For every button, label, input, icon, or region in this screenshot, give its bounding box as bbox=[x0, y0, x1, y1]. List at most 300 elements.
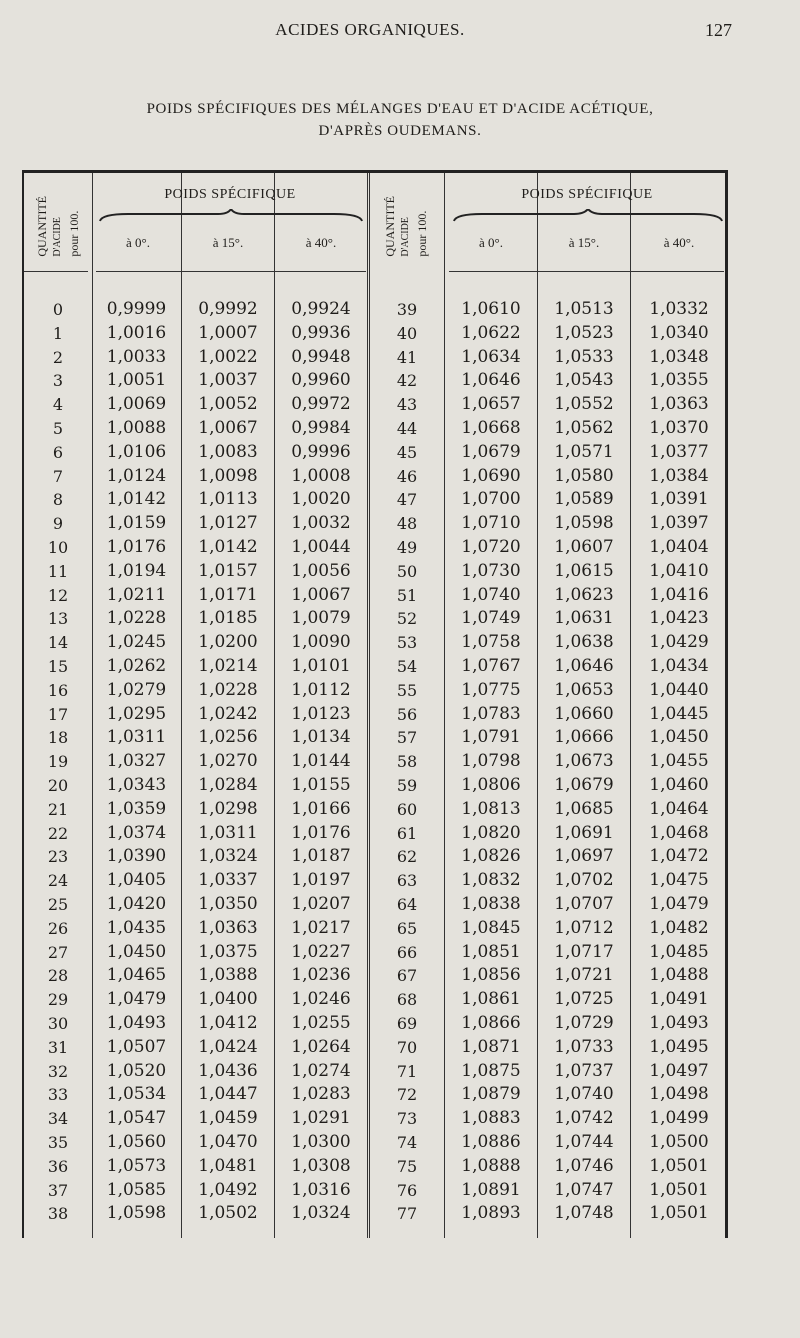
density-15deg-cell: 1,0513 bbox=[554, 299, 614, 319]
density-40deg-cell: 1,0340 bbox=[649, 322, 709, 343]
density-0deg-cell: 1,0851 bbox=[461, 941, 521, 962]
quantity-cell: 20 bbox=[47, 776, 69, 795]
density-40deg-cell: 1,0291 bbox=[291, 1108, 351, 1129]
density-15deg-cell: 1,0589 bbox=[554, 489, 614, 510]
page-number: 127 bbox=[705, 20, 732, 40]
density-15deg-cell: 1,0400 bbox=[198, 989, 258, 1010]
density-40deg-cell: 1,0397 bbox=[649, 513, 709, 534]
density-40deg-cell: 1,0500 bbox=[649, 1132, 709, 1152]
density-15deg-cell: 1,0470 bbox=[198, 1132, 258, 1152]
density-15deg-cell: 1,0481 bbox=[198, 1155, 258, 1176]
density-0deg-cell: 1,0758 bbox=[461, 632, 521, 653]
density-0deg-cell: 1,0176 bbox=[106, 537, 167, 557]
density-0deg-cell: 1,0520 bbox=[106, 1060, 167, 1081]
density-0deg-cell: 1,0798 bbox=[461, 751, 521, 772]
density-40deg-cell: 1,0274 bbox=[291, 1060, 351, 1081]
quantity-cell: 22 bbox=[47, 823, 69, 843]
quantity-cell: 36 bbox=[47, 1156, 69, 1176]
density-40deg-cell: 1,0491 bbox=[649, 989, 709, 1010]
density-0deg-cell: 1,0832 bbox=[461, 870, 521, 891]
density-15deg-cell: 1,0214 bbox=[198, 656, 258, 676]
density-0deg-cell: 1,0826 bbox=[461, 846, 521, 867]
density-15deg-cell: 1,0284 bbox=[198, 775, 258, 795]
density-40deg-cell: 1,0501 bbox=[649, 1155, 709, 1176]
quantity-cell: 35 bbox=[47, 1133, 69, 1152]
quantity-cell: 44 bbox=[396, 419, 418, 438]
quantity-cell: 14 bbox=[47, 633, 69, 653]
density-15deg-cell: 1,0737 bbox=[554, 1060, 614, 1081]
quantity-header-line-1: QUANTITÉ bbox=[383, 195, 397, 257]
density-0deg-cell: 1,0405 bbox=[106, 870, 167, 891]
col-header-40deg-right: à 40°. bbox=[663, 235, 695, 250]
density-0deg-cell: 1,0479 bbox=[106, 989, 167, 1010]
quantity-cell: 70 bbox=[396, 1037, 418, 1057]
density-0deg-cell: 1,0534 bbox=[106, 1084, 167, 1105]
density-0deg-cell: 1,0560 bbox=[106, 1132, 167, 1152]
density-40deg-cell: 1,0067 bbox=[291, 584, 351, 605]
density-40deg-cell: 1,0044 bbox=[291, 537, 351, 557]
density-0deg-cell: 1,0159 bbox=[106, 513, 167, 534]
density-15deg-cell: 1,0598 bbox=[554, 513, 614, 534]
quantity-cell: 56 bbox=[396, 704, 418, 724]
density-40deg-cell: 1,0391 bbox=[649, 489, 709, 510]
density-0deg-cell: 1,0295 bbox=[106, 703, 167, 724]
density-40deg-cell: 0,9984 bbox=[291, 418, 351, 438]
density-0deg-cell: 1,0740 bbox=[461, 584, 521, 605]
density-15deg-cell: 1,0660 bbox=[554, 703, 614, 724]
density-15deg-cell: 1,0748 bbox=[554, 1203, 614, 1224]
quantity-cell: 77 bbox=[396, 1204, 418, 1224]
density-15deg-cell: 1,0523 bbox=[554, 322, 614, 343]
density-40deg-cell: 1,0479 bbox=[649, 894, 709, 914]
table-row-right bbox=[24, 893, 730, 917]
quantity-cell: 9 bbox=[52, 514, 64, 534]
density-0deg-cell: 1,0791 bbox=[461, 727, 521, 748]
quantity-cell: 38 bbox=[47, 1204, 69, 1224]
table-row-right bbox=[24, 631, 730, 655]
density-40deg-cell: 1,0008 bbox=[291, 465, 351, 486]
table-row-right bbox=[24, 917, 730, 941]
density-15deg-cell: 1,0424 bbox=[198, 1036, 258, 1057]
density-40deg-cell: 1,0176 bbox=[291, 822, 351, 843]
table-row-right bbox=[24, 346, 730, 370]
density-15deg-cell: 1,0679 bbox=[554, 775, 614, 795]
density-0deg-cell: 1,0245 bbox=[106, 632, 167, 653]
col-header-15deg-left: à 15°. bbox=[212, 235, 244, 250]
density-40deg-cell: 0,9948 bbox=[291, 346, 351, 367]
density-0deg-cell: 1,0710 bbox=[461, 513, 521, 534]
density-15deg-cell: 1,0098 bbox=[198, 465, 258, 486]
density-15deg-cell: 1,0580 bbox=[554, 465, 614, 486]
density-15deg-cell: 1,0747 bbox=[554, 1179, 614, 1200]
quantity-cell: 10 bbox=[47, 538, 69, 557]
density-15deg-cell: 1,0022 bbox=[198, 346, 258, 367]
quantity-cell: 60 bbox=[396, 799, 418, 819]
quantity-cell: 13 bbox=[47, 609, 69, 629]
quantity-cell: 73 bbox=[396, 1109, 418, 1129]
quantity-cell: 47 bbox=[396, 490, 418, 510]
table-row-right bbox=[24, 1107, 730, 1131]
quantity-cell: 28 bbox=[47, 966, 69, 986]
quantity-cell: 62 bbox=[396, 847, 418, 867]
density-0deg-cell: 1,0668 bbox=[461, 418, 521, 438]
col-header-0deg-left: à 0°. bbox=[126, 235, 150, 250]
table-row-right bbox=[24, 822, 730, 846]
density-0deg-cell: 1,0279 bbox=[106, 679, 167, 700]
quantity-header-line-3: pour 100. bbox=[67, 210, 81, 257]
quantity-cell: 19 bbox=[47, 752, 69, 772]
col-header-15deg-right: à 15°. bbox=[568, 235, 600, 250]
table-row-right bbox=[24, 869, 730, 893]
density-15deg-cell: 1,0702 bbox=[554, 870, 614, 891]
density-0deg-cell: 1,0390 bbox=[106, 846, 167, 867]
density-0deg-cell: 1,0679 bbox=[461, 441, 521, 462]
density-15deg-cell: 1,0744 bbox=[554, 1132, 614, 1152]
header-rule bbox=[449, 271, 724, 272]
density-40deg-cell: 1,0123 bbox=[291, 703, 351, 724]
running-head bbox=[0, 20, 800, 46]
density-40deg-cell: 1,0112 bbox=[291, 679, 351, 700]
density-0deg-cell: 1,0730 bbox=[461, 560, 521, 581]
density-40deg-cell: 1,0348 bbox=[649, 346, 709, 367]
density-40deg-cell: 1,0300 bbox=[291, 1132, 351, 1152]
table-row-right bbox=[24, 465, 730, 489]
density-15deg-cell: 1,0142 bbox=[198, 537, 258, 557]
density-0deg-cell: 1,0124 bbox=[106, 465, 167, 486]
quantity-cell: 29 bbox=[47, 990, 69, 1010]
density-15deg-cell: 1,0725 bbox=[554, 989, 614, 1010]
quantity-cell: 33 bbox=[47, 1085, 69, 1105]
density-0deg-cell: 1,0813 bbox=[461, 798, 521, 819]
table-title-line-1: POIDS SPÉCIFIQUES DES MÉLANGES D'EAU ET D'ACIDE ACÉTIQUE, bbox=[146, 101, 654, 117]
table-row-right bbox=[24, 393, 730, 417]
density-40deg-cell: 0,9996 bbox=[291, 441, 351, 462]
density-0deg-cell: 1,0891 bbox=[461, 1179, 521, 1200]
quantity-cell: 24 bbox=[47, 871, 69, 891]
quantity-cell: 12 bbox=[47, 585, 69, 605]
density-40deg-cell: 1,0468 bbox=[649, 822, 709, 843]
header-rule bbox=[24, 271, 88, 272]
quantity-cell: 75 bbox=[396, 1156, 418, 1176]
density-40deg-cell: 1,0429 bbox=[649, 632, 709, 653]
table-row-right bbox=[24, 1131, 730, 1155]
quantity-cell: 1 bbox=[52, 323, 64, 343]
density-40deg-cell: 1,0332 bbox=[649, 299, 709, 319]
quantity-cell: 59 bbox=[396, 776, 418, 795]
density-15deg-cell: 1,0298 bbox=[198, 798, 258, 819]
density-0deg-cell: 1,0327 bbox=[106, 751, 167, 772]
quantity-cell: 51 bbox=[396, 585, 418, 605]
density-0deg-cell: 1,0598 bbox=[106, 1203, 167, 1224]
group-header-right: POIDS SPÉCIFIQUE bbox=[521, 187, 653, 202]
quantity-cell: 58 bbox=[396, 752, 418, 772]
density-15deg-cell: 1,0350 bbox=[198, 894, 258, 914]
density-0deg-cell: 1,0888 bbox=[461, 1155, 521, 1176]
density-15deg-cell: 1,0200 bbox=[198, 632, 258, 653]
quantity-cell: 74 bbox=[396, 1133, 418, 1152]
density-15deg-cell: 1,0502 bbox=[198, 1203, 258, 1224]
density-0deg-cell: 1,0893 bbox=[461, 1203, 521, 1224]
density-0deg-cell: 1,0700 bbox=[461, 489, 521, 510]
density-0deg-cell: 1,0069 bbox=[106, 394, 167, 415]
density-15deg-cell: 1,0436 bbox=[198, 1060, 258, 1081]
quantity-cell: 18 bbox=[47, 728, 69, 748]
quantity-cell: 21 bbox=[47, 799, 69, 819]
density-40deg-cell: 1,0236 bbox=[291, 965, 351, 986]
table-row-right bbox=[24, 798, 730, 822]
density-15deg-cell: 1,0171 bbox=[198, 584, 258, 605]
density-15deg-cell: 1,0740 bbox=[554, 1084, 614, 1105]
table-row-right bbox=[24, 1202, 730, 1226]
quantity-cell: 48 bbox=[396, 514, 418, 534]
table-row-right bbox=[24, 1083, 730, 1107]
density-15deg-cell: 1,0363 bbox=[198, 917, 258, 938]
quantity-cell: 43 bbox=[396, 395, 418, 415]
density-0deg-cell: 1,0016 bbox=[106, 322, 167, 343]
density-40deg-cell: 1,0264 bbox=[291, 1036, 351, 1057]
density-15deg-cell: 1,0185 bbox=[198, 608, 258, 629]
density-15deg-cell: 1,0607 bbox=[554, 537, 614, 557]
quantity-cell: 27 bbox=[47, 942, 69, 962]
density-0deg-cell: 1,0088 bbox=[106, 418, 167, 438]
density-40deg-cell: 1,0316 bbox=[291, 1179, 351, 1200]
density-40deg-cell: 1,0497 bbox=[649, 1060, 709, 1081]
density-15deg-cell: 1,0270 bbox=[198, 751, 258, 772]
density-40deg-cell: 0,9960 bbox=[291, 370, 351, 391]
density-15deg-cell: 1,0721 bbox=[554, 965, 614, 986]
density-0deg-cell: 1,0033 bbox=[106, 346, 167, 367]
table-row-right bbox=[24, 845, 730, 869]
density-15deg-cell: 1,0646 bbox=[554, 656, 614, 676]
quantity-cell: 41 bbox=[396, 347, 418, 367]
density-15deg-cell: 1,0007 bbox=[198, 322, 258, 343]
quantity-cell: 0 bbox=[52, 300, 64, 319]
quantity-cell: 69 bbox=[396, 1014, 418, 1033]
density-0deg-cell: 1,0194 bbox=[106, 560, 167, 581]
quantity-cell: 3 bbox=[52, 371, 64, 391]
density-15deg-cell: 1,0543 bbox=[554, 370, 614, 391]
quantity-cell: 32 bbox=[47, 1061, 69, 1081]
density-40deg-cell: 0,9924 bbox=[291, 299, 351, 319]
density-40deg-cell: 1,0207 bbox=[291, 894, 351, 914]
density-40deg-cell: 1,0187 bbox=[291, 846, 351, 867]
density-0deg-cell: 1,0820 bbox=[461, 822, 521, 843]
quantity-cell: 54 bbox=[396, 657, 418, 676]
group-header-left: POIDS SPÉCIFIQUE bbox=[164, 187, 296, 202]
table-title-line-2: D'APRÈS OUDEMANS. bbox=[318, 123, 482, 139]
density-0deg-cell: 1,0845 bbox=[461, 917, 521, 938]
quantity-cell: 64 bbox=[396, 895, 418, 914]
density-0deg-cell: 1,0634 bbox=[461, 346, 521, 367]
density-15deg-cell: 1,0729 bbox=[554, 1013, 614, 1033]
density-0deg-cell: 1,0856 bbox=[461, 965, 521, 986]
quantity-cell: 67 bbox=[396, 966, 418, 986]
density-40deg-cell: 1,0134 bbox=[291, 727, 351, 748]
density-40deg-cell: 1,0377 bbox=[649, 441, 709, 462]
density-15deg-cell: 1,0685 bbox=[554, 798, 614, 819]
density-40deg-cell: 1,0101 bbox=[291, 656, 351, 676]
density-15deg-cell: 1,0157 bbox=[198, 560, 258, 581]
table-row-right bbox=[24, 536, 730, 560]
density-40deg-cell: 1,0482 bbox=[649, 917, 709, 938]
density-40deg-cell: 1,0324 bbox=[291, 1203, 351, 1224]
density-15deg-cell: 1,0691 bbox=[554, 822, 614, 843]
quantity-cell: 37 bbox=[47, 1180, 69, 1200]
density-40deg-cell: 1,0445 bbox=[649, 703, 709, 724]
density-0deg-cell: 1,0657 bbox=[461, 394, 521, 415]
density-40deg-cell: 1,0434 bbox=[649, 656, 709, 676]
table-row-right bbox=[24, 584, 730, 608]
density-15deg-cell: 1,0127 bbox=[198, 513, 258, 534]
density-15deg-cell: 1,0412 bbox=[198, 1013, 258, 1033]
density-15deg-cell: 1,0311 bbox=[198, 822, 258, 843]
brace-left bbox=[98, 209, 364, 223]
table-title bbox=[90, 98, 710, 142]
density-40deg-cell: 1,0197 bbox=[291, 870, 351, 891]
table-row-right bbox=[24, 726, 730, 750]
density-0deg-cell: 1,0585 bbox=[106, 1179, 167, 1200]
quantity-cell: 53 bbox=[396, 633, 418, 653]
density-0deg-cell: 1,0622 bbox=[461, 322, 521, 343]
density-15deg-cell: 1,0324 bbox=[198, 846, 258, 867]
density-40deg-cell: 1,0217 bbox=[291, 917, 351, 938]
quantity-cell: 2 bbox=[52, 347, 64, 367]
density-40deg-cell: 1,0144 bbox=[291, 751, 351, 772]
table-row-right bbox=[24, 679, 730, 703]
density-40deg-cell: 1,0384 bbox=[649, 465, 709, 486]
density-40deg-cell: 1,0501 bbox=[649, 1203, 709, 1224]
quantity-cell: 7 bbox=[52, 466, 64, 486]
density-0deg-cell: 1,0767 bbox=[461, 656, 521, 676]
table-row-right bbox=[24, 1060, 730, 1084]
table-row-right bbox=[24, 655, 730, 679]
density-15deg-cell: 1,0571 bbox=[554, 441, 614, 462]
density-40deg-cell: 1,0246 bbox=[291, 989, 351, 1010]
density-0deg-cell: 1,0374 bbox=[106, 822, 167, 843]
quantity-cell: 15 bbox=[47, 657, 69, 676]
density-15deg-cell: 1,0256 bbox=[198, 727, 258, 748]
density-15deg-cell: 1,0067 bbox=[198, 418, 258, 438]
density-0deg-cell: 1,0343 bbox=[106, 775, 167, 795]
quantity-cell: 68 bbox=[396, 990, 418, 1010]
density-0deg-cell: 1,0435 bbox=[106, 917, 167, 938]
quantity-cell: 55 bbox=[396, 680, 418, 700]
density-15deg-cell: 1,0562 bbox=[554, 418, 614, 438]
density-40deg-cell: 1,0283 bbox=[291, 1084, 351, 1105]
table-row-right bbox=[24, 1155, 730, 1179]
density-15deg-cell: 1,0673 bbox=[554, 751, 614, 772]
density-40deg-cell: 1,0460 bbox=[649, 775, 709, 795]
quantity-cell: 72 bbox=[396, 1085, 418, 1105]
density-15deg-cell: 1,0746 bbox=[554, 1155, 614, 1176]
density-40deg-cell: 1,0090 bbox=[291, 632, 351, 653]
table-row-right bbox=[24, 941, 730, 965]
density-0deg-cell: 1,0871 bbox=[461, 1036, 521, 1057]
density-15deg-cell: 1,0697 bbox=[554, 846, 614, 867]
density-0deg-cell: 1,0507 bbox=[106, 1036, 167, 1057]
quantity-header-right bbox=[374, 181, 438, 271]
table-row-right bbox=[24, 1179, 730, 1203]
quantity-header-line-1: QUANTITÉ bbox=[35, 195, 49, 257]
quantity-cell: 40 bbox=[396, 323, 418, 343]
density-40deg-cell: 1,0308 bbox=[291, 1155, 351, 1176]
density-15deg-cell: 1,0242 bbox=[198, 703, 258, 724]
density-40deg-cell: 1,0485 bbox=[649, 941, 709, 962]
density-40deg-cell: 0,9936 bbox=[291, 322, 351, 343]
density-15deg-cell: 1,0052 bbox=[198, 394, 258, 415]
table-row-right bbox=[24, 750, 730, 774]
table-row-right bbox=[24, 988, 730, 1012]
density-15deg-cell: 1,0707 bbox=[554, 894, 614, 914]
density-0deg-cell: 1,0646 bbox=[461, 370, 521, 391]
quantity-cell: 52 bbox=[396, 609, 418, 629]
density-15deg-cell: 1,0337 bbox=[198, 870, 258, 891]
density-0deg-cell: 1,0465 bbox=[106, 965, 167, 986]
density-40deg-cell: 1,0440 bbox=[649, 679, 709, 700]
density-15deg-cell: 1,0623 bbox=[554, 584, 614, 605]
density-40deg-cell: 1,0423 bbox=[649, 608, 709, 629]
density-0deg-cell: 1,0875 bbox=[461, 1060, 521, 1081]
density-0deg-cell: 1,0749 bbox=[461, 608, 521, 629]
col-header-40deg-left: à 40°. bbox=[305, 235, 337, 250]
table-row-right bbox=[24, 322, 730, 346]
density-15deg-cell: 1,0388 bbox=[198, 965, 258, 986]
quantity-cell: 8 bbox=[52, 490, 64, 510]
density-15deg-cell: 1,0653 bbox=[554, 679, 614, 700]
density-40deg-cell: 1,0155 bbox=[291, 775, 351, 795]
density-40deg-cell: 1,0472 bbox=[649, 846, 709, 867]
density-0deg-cell: 1,0610 bbox=[461, 299, 521, 319]
table-row-right bbox=[24, 512, 730, 536]
density-15deg-cell: 1,0037 bbox=[198, 370, 258, 391]
density-15deg-cell: 1,0631 bbox=[554, 608, 614, 629]
density-15deg-cell: 1,0533 bbox=[554, 346, 614, 367]
density-0deg-cell: 1,0262 bbox=[106, 656, 167, 676]
quantity-cell: 23 bbox=[47, 847, 69, 867]
density-0deg-cell: 1,0783 bbox=[461, 703, 521, 724]
table-row-right bbox=[24, 964, 730, 988]
quantity-cell: 66 bbox=[396, 942, 418, 962]
quantity-cell: 16 bbox=[47, 680, 69, 700]
quantity-cell: 61 bbox=[396, 823, 418, 843]
quantity-cell: 63 bbox=[396, 871, 418, 891]
density-40deg-cell: 1,0450 bbox=[649, 727, 709, 748]
quantity-cell: 46 bbox=[396, 466, 418, 486]
density-40deg-cell: 1,0410 bbox=[649, 560, 709, 581]
table-row-right bbox=[24, 488, 730, 512]
quantity-cell: 50 bbox=[396, 561, 418, 581]
density-0deg-cell: 1,0051 bbox=[106, 370, 167, 391]
density-40deg-cell: 1,0464 bbox=[649, 798, 709, 819]
density-40deg-cell: 1,0488 bbox=[649, 965, 709, 986]
density-0deg-cell: 1,0879 bbox=[461, 1084, 521, 1105]
quantity-cell: 45 bbox=[396, 442, 418, 462]
density-40deg-cell: 0,9972 bbox=[291, 394, 351, 415]
density-15deg-cell: 0,9992 bbox=[198, 299, 258, 319]
density-40deg-cell: 1,0032 bbox=[291, 513, 351, 534]
quantity-cell: 39 bbox=[396, 300, 418, 319]
density-40deg-cell: 1,0079 bbox=[291, 608, 351, 629]
table-row-right bbox=[24, 774, 730, 798]
data-table bbox=[22, 170, 728, 1238]
density-40deg-cell: 1,0404 bbox=[649, 537, 709, 557]
density-15deg-cell: 1,0742 bbox=[554, 1108, 614, 1129]
quantity-cell: 34 bbox=[47, 1109, 69, 1129]
density-0deg-cell: 1,0359 bbox=[106, 798, 167, 819]
density-40deg-cell: 1,0495 bbox=[649, 1036, 709, 1057]
density-0deg-cell: 1,0450 bbox=[106, 941, 167, 962]
quantity-header-line-2: D'ACIDE bbox=[52, 216, 63, 257]
